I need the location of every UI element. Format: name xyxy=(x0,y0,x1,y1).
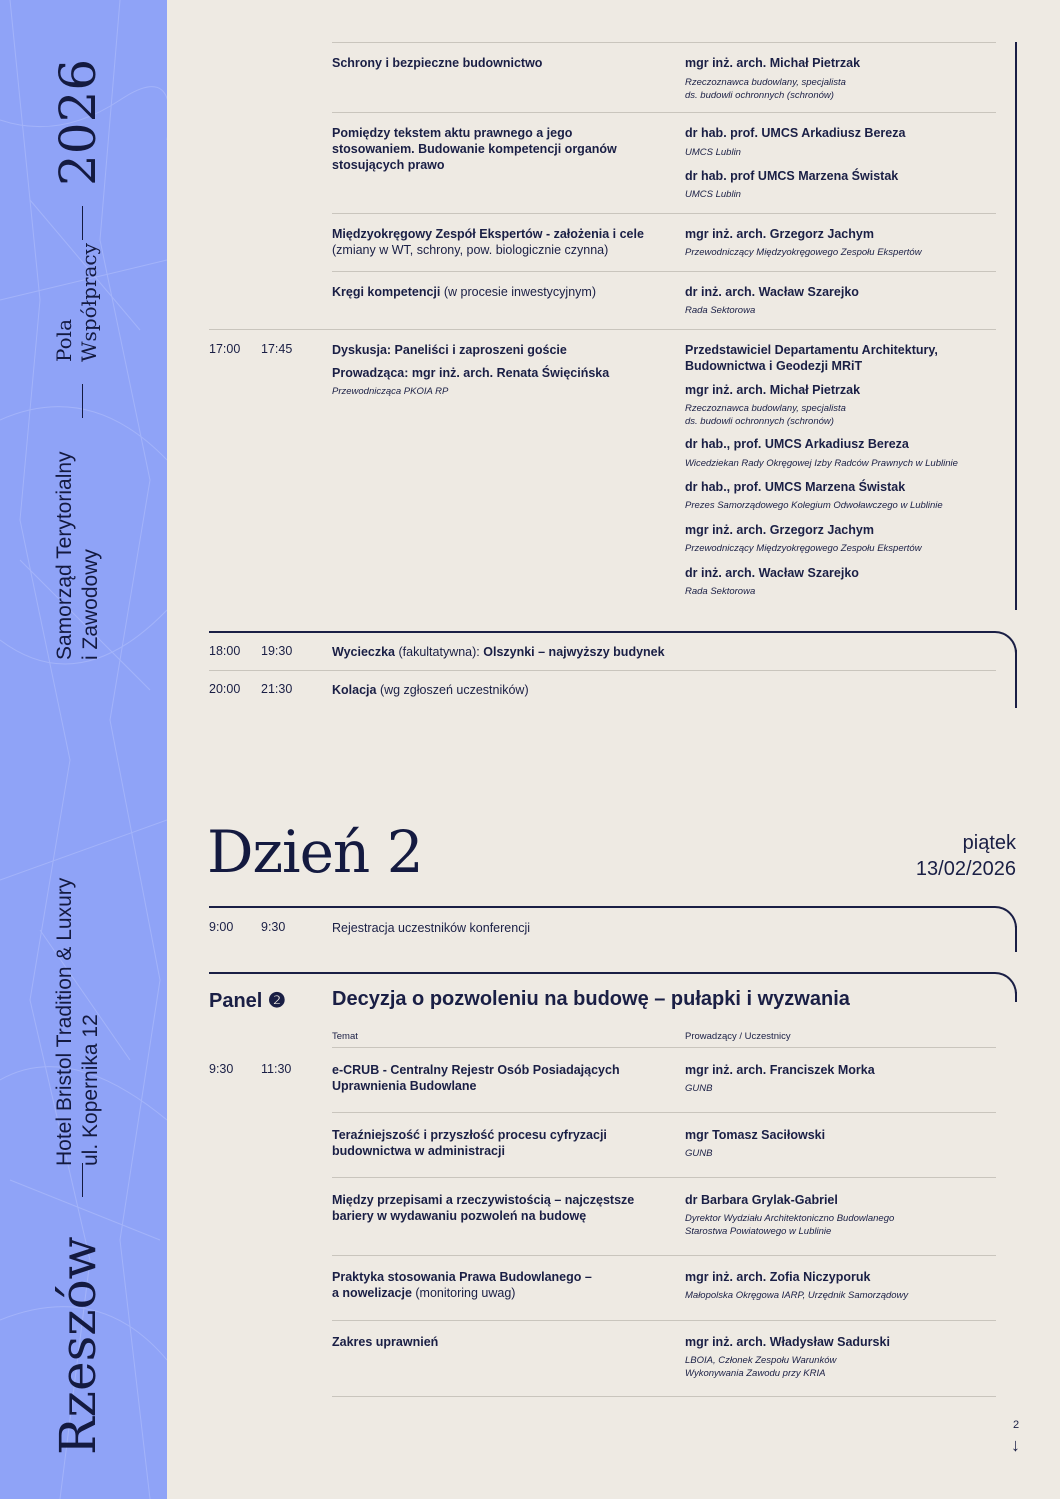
end-time: 19:30 xyxy=(261,644,293,658)
section-rule xyxy=(1015,992,1017,1002)
topic-bold: Praktyka stosowania Prawa Budowlanego – a nowelizacje xyxy=(332,1270,592,1300)
topic xyxy=(332,284,596,300)
event-title xyxy=(332,644,665,660)
row-divider xyxy=(332,1047,996,1048)
participant-name: mgr inż. arch. Grzegorz Jachym xyxy=(685,523,874,537)
sidebar-address: ul. Kopernika 12 xyxy=(79,1014,102,1166)
participant-role: Rzeczoznawca budowlany, specjalista ds. budowli ochronnych (schronów) xyxy=(685,403,846,427)
section-corner xyxy=(995,631,1017,653)
row-divider xyxy=(332,1255,996,1256)
row-divider xyxy=(332,213,996,214)
section-rule xyxy=(1015,650,1017,708)
participant-role: Wicedziekan Rady Okręgowej Izby Radców Prawnych w Lublinie xyxy=(685,458,958,469)
date: 13/02/2026 xyxy=(915,858,1016,880)
speaker-name: mgr Tomasz Saciłowski xyxy=(685,1128,826,1142)
event-bold2: Olszynki – najwyższy budynek xyxy=(483,645,665,659)
topic: e-CRUB - Centralny Rejestr Osób Posiadających Uprawnienia Budowlane xyxy=(332,1063,620,1093)
speaker-name: dr hab. prof UMCS Marzena Świstak xyxy=(685,169,899,183)
speaker-name: mgr inż. arch. Władysław Sadurski xyxy=(685,1335,890,1349)
column-header-topic: Temat xyxy=(332,1031,358,1042)
speaker-name: mgr inż. arch. Franciszek Morka xyxy=(685,1063,875,1077)
row-divider xyxy=(332,1396,996,1397)
page-number: 2 xyxy=(1013,1419,1020,1431)
row-divider xyxy=(332,1320,996,1321)
topic-bold: Międzyokręgowy Zespół Ekspertów - założenia i cele xyxy=(332,227,644,241)
participant-name: Przedstawiciel Departamentu Architektury, Budownictwa i Geodezji MRiT xyxy=(685,343,938,373)
row-divider xyxy=(332,42,996,43)
speaker-role: Przewodniczący Międzyokręgowego Zespołu Ekspertów xyxy=(685,247,922,258)
start-time: 18:00 xyxy=(209,644,241,658)
speaker-role: Rzeczoznawca budowlany, specjalista ds. budowli ochronnych (schronów) xyxy=(685,77,846,101)
participant-role: Prezes Samorządowego Kolegium Odwoławczego w Lublinie xyxy=(685,500,943,511)
section-rule xyxy=(1015,42,1017,610)
end-time: 17:45 xyxy=(261,342,293,356)
sidebar-theme-line2: i Zawodowy xyxy=(79,549,102,660)
speaker-role: LBOIA, Członek Zespołu Warunków Wykonywania Zawodu przy KRIA xyxy=(685,1355,837,1379)
row-divider xyxy=(332,271,996,272)
day-date xyxy=(916,830,1016,882)
sidebar-fields-line1: Pola xyxy=(52,318,76,362)
section-divider xyxy=(209,972,995,974)
speaker-name: mgr inż. arch. Grzegorz Jachym xyxy=(685,227,874,241)
participant-role: Rada Sektorowa xyxy=(685,586,756,597)
section-divider xyxy=(209,631,995,633)
row-divider xyxy=(209,329,996,330)
participant-name: dr hab., prof. UMCS Marzena Świstak xyxy=(685,480,906,494)
row-divider xyxy=(332,112,996,113)
moderator: Prowadząca: mgr inż. arch. Renata Święcińska xyxy=(332,366,610,380)
discussion-title: Dyskusja: Paneliści i zaproszeni goście xyxy=(332,343,567,357)
speaker-role: GUNB xyxy=(685,1148,713,1159)
speaker-role: Rada Sektorowa xyxy=(685,305,756,316)
speaker-role: Dyrektor Wydziału Architektoniczno Budowlanego Starostwa Powiatowego w Lublinie xyxy=(685,1213,895,1237)
section-divider xyxy=(209,906,995,908)
topic: Schrony i bezpieczne budownictwo xyxy=(332,56,543,70)
participant-name: mgr inż. arch. Michał Pietrzak xyxy=(685,383,861,397)
speaker-name: dr hab. prof. UMCS Arkadiusz Bereza xyxy=(685,126,906,140)
row-divider xyxy=(332,1177,996,1178)
topic-bold: Kręgi kompetencji xyxy=(332,285,441,299)
topic-rest: (w procesie inwestycyjnym) xyxy=(443,285,596,299)
topic-rest: (monitoring uwag) xyxy=(415,1286,516,1300)
sidebar-fields-line2: Współpracy xyxy=(77,243,101,362)
start-time: 20:00 xyxy=(209,682,241,696)
section-rule xyxy=(1015,926,1017,952)
section-corner xyxy=(995,972,1017,994)
topic: Teraźniejszość i przyszłość procesu cyfryzacji budownictwa w administracji xyxy=(332,1128,607,1158)
column-header-people: Prowadzący / Uczestnicy xyxy=(685,1031,791,1042)
topic xyxy=(332,226,672,258)
topic: Pomiędzy tekstem aktu prawnego a jego stosowaniem. Budowanie kompetencji organów stosujących prawo xyxy=(332,126,617,172)
participant-name: dr inż. arch. Wacław Szarejko xyxy=(685,566,859,580)
speaker-role: UMCS Lublin xyxy=(685,147,741,158)
sidebar-city: Rzeszów xyxy=(49,1236,107,1455)
section-corner xyxy=(995,906,1017,928)
event-title xyxy=(332,682,529,698)
start-time: 9:00 xyxy=(209,920,234,934)
start-time: 17:00 xyxy=(209,342,241,356)
speaker-name: dr inż. arch. Wacław Szarejko xyxy=(685,285,859,299)
speaker-role: Małopolska Okręgowa IARP, Urzędnik Samorządowy xyxy=(685,1290,909,1301)
row-divider xyxy=(209,670,996,671)
end-time: 21:30 xyxy=(261,682,293,696)
start-time: 9:30 xyxy=(209,1062,234,1076)
topic-rest: (zmiany w WT, schrony, pow. biologicznie czynna) xyxy=(332,243,609,257)
event-bold: Kolacja xyxy=(332,683,377,697)
speaker-role: UMCS Lublin xyxy=(685,189,741,200)
moderator-role: Przewodnicząca PKOIA RP xyxy=(332,386,449,397)
panel-label: Panel ❷ xyxy=(209,990,286,1012)
weekday: piątek xyxy=(962,832,1016,854)
speaker-name: mgr inż. arch. Michał Pietrzak xyxy=(685,56,861,70)
sidebar-hotel: Hotel Bristol Tradition & Luxury xyxy=(53,877,76,1166)
topic: Między przepisami a rzeczywistością – najczęstsze bariery w wydawaniu pozwoleń na budowę xyxy=(332,1193,635,1223)
arrow-down-icon: ↓ xyxy=(1011,1435,1020,1455)
participant-role: Przewodniczący Międzyokręgowego Zespołu Ekspertów xyxy=(685,543,922,554)
topic xyxy=(332,1269,632,1301)
speaker-role: GUNB xyxy=(685,1083,713,1094)
sidebar-theme-line1: Samorząd Terytorialny xyxy=(53,451,76,660)
speaker-name: mgr inż. arch. Zofia Niczyporuk xyxy=(685,1270,871,1284)
end-time: 9:30 xyxy=(261,920,286,934)
participant-name: dr hab., prof. UMCS Arkadiusz Bereza xyxy=(685,437,909,451)
day-title: Dzień 2 xyxy=(207,818,423,886)
topic: Zakres uprawnień xyxy=(332,1335,439,1349)
event-rest: (wg zgłoszeń uczestników) xyxy=(376,683,529,697)
event-rest: (fakultatywna): xyxy=(395,645,484,659)
registration-text: Rejestracja uczestników konferencji xyxy=(332,921,531,935)
panel-title: Decyzja o pozwoleniu na budowę – pułapki i wyzwania xyxy=(332,988,850,1010)
sidebar-year: 2026 xyxy=(49,58,107,186)
speaker-name: dr Barbara Grylak-Gabriel xyxy=(685,1193,838,1207)
end-time: 11:30 xyxy=(261,1062,292,1076)
row-divider xyxy=(332,1112,996,1113)
event-bold: Wycieczka xyxy=(332,645,396,659)
